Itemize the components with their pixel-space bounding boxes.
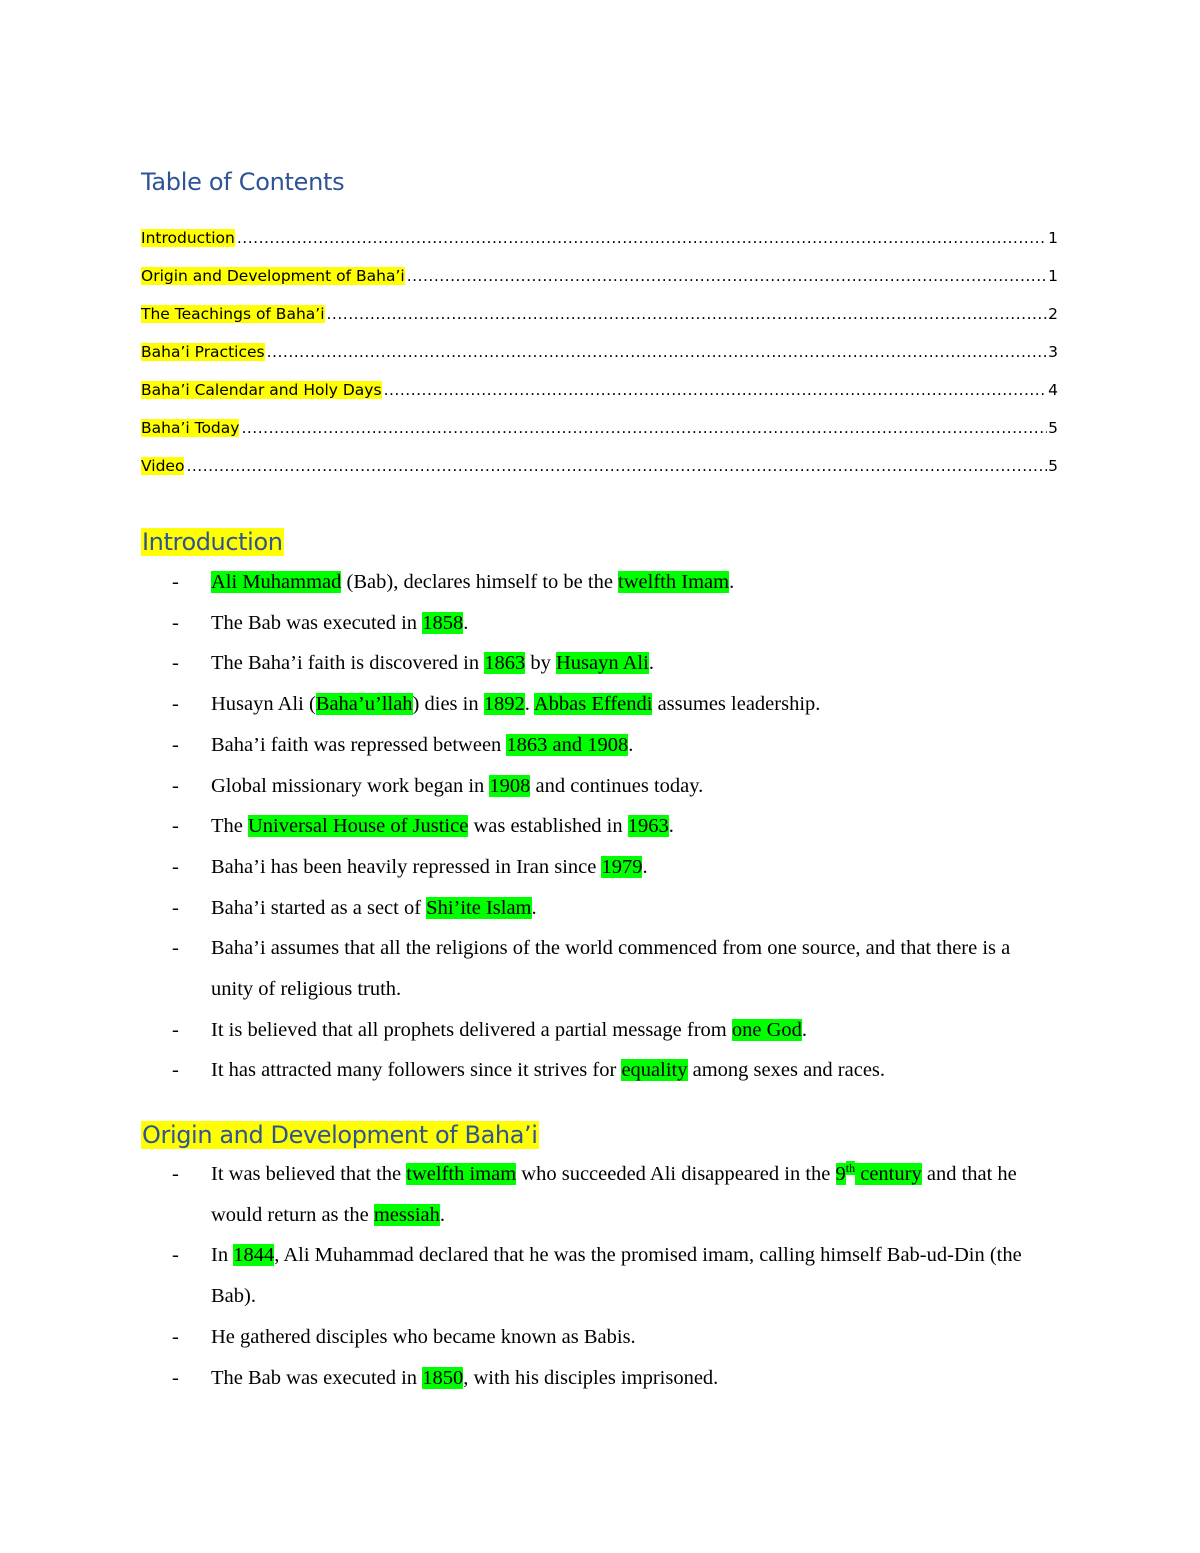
toc-entry-practices[interactable] xyxy=(141,323,1058,361)
highlighted-text: Husayn Ali xyxy=(556,652,649,675)
toc-page-number: 4 xyxy=(1048,381,1058,399)
highlighted-text: 1892 xyxy=(483,693,525,716)
bullet-dash: - xyxy=(172,693,179,716)
bullet-text: . xyxy=(801,1018,808,1041)
bullet-text: He gathered disciples who became known as Babis. xyxy=(211,1325,636,1348)
bullet-text: Global missionary work began in xyxy=(211,774,490,797)
toc-entry-label[interactable]: The Teachings of Baha’i xyxy=(141,305,325,323)
toc-entry-label[interactable]: Video xyxy=(141,457,185,475)
heading-origin xyxy=(141,1121,539,1149)
toc-leader-dots xyxy=(407,267,1047,285)
bullet-item xyxy=(172,603,1052,644)
bullet-item xyxy=(172,684,1052,725)
highlighted-text: th xyxy=(845,1161,856,1175)
bullet-item xyxy=(172,1317,1052,1358)
bullet-dash: - xyxy=(172,896,179,919)
toc-page-number: 3 xyxy=(1048,343,1058,361)
bullet-text: In xyxy=(211,1244,234,1267)
bullet-item xyxy=(172,1358,1052,1399)
bullet-text: The Bab was executed in xyxy=(211,1366,423,1389)
bullet-text: (Bab), declares himself to be the xyxy=(341,571,619,593)
highlighted-text: one God xyxy=(731,1018,802,1041)
bullet-item xyxy=(172,847,1052,888)
bullet-dash: - xyxy=(172,571,179,593)
bullet-item xyxy=(172,725,1052,766)
bullet-dash: - xyxy=(172,733,179,756)
bullet-text: Baha’i has been heavily repressed in Iran since xyxy=(211,855,602,878)
highlighted-text: 1850 xyxy=(422,1366,464,1389)
bullet-text: It was believed that the xyxy=(211,1163,407,1185)
bullet-text: . xyxy=(729,571,735,593)
bullet-dash: - xyxy=(172,1244,179,1267)
bullet-text: It has attracted many followers since it strives for xyxy=(211,1059,622,1082)
bullet-text: . xyxy=(524,693,534,716)
bullet-text: , with his disciples imprisoned. xyxy=(463,1366,719,1389)
toc-leader-dots xyxy=(327,305,1048,323)
highlighted-text: Universal House of Justice xyxy=(248,815,469,838)
bullet-dash: - xyxy=(172,1163,179,1185)
toc-page-number: 1 xyxy=(1048,267,1058,285)
bullet-text: Baha’i faith was repressed between xyxy=(211,733,507,756)
bullet-item xyxy=(172,643,1052,684)
highlighted-text: twelfth imam xyxy=(406,1163,517,1185)
toc-entry-label[interactable]: Baha’i Practices xyxy=(141,343,265,361)
toc-entry-label[interactable]: Introduction xyxy=(141,229,235,247)
highlighted-text: 1963 xyxy=(627,815,669,838)
bullet-text: assumes leadership. xyxy=(652,693,821,716)
bullet-text: . xyxy=(439,1203,445,1226)
highlighted-text: 1858 xyxy=(422,611,464,634)
highlighted-text: 1863 xyxy=(484,652,526,675)
toc-entry-introduction[interactable] xyxy=(141,209,1058,247)
toc-leader-dots xyxy=(241,419,1047,437)
bullet-text: The Baha’i faith is discovered in xyxy=(211,652,485,675)
toc-leader-dots xyxy=(267,343,1047,361)
table-of-contents xyxy=(141,209,1058,475)
bullet-item xyxy=(172,1154,1052,1235)
bullet-dash: - xyxy=(172,815,179,838)
bullet-text: The xyxy=(211,815,248,838)
bullet-text: It is believed that all prophets delivered a partial message from xyxy=(211,1018,732,1041)
toc-title: Table of Contents xyxy=(141,168,345,196)
bullet-item xyxy=(172,1050,1052,1091)
bullet-item xyxy=(172,928,1052,1009)
bullet-text: . xyxy=(668,815,674,838)
bullet-text: The Bab was executed in xyxy=(211,611,423,634)
bullet-text: by xyxy=(525,652,556,675)
toc-entry-video[interactable] xyxy=(141,437,1058,475)
bullet-text: . xyxy=(531,896,537,919)
highlighted-text: equality xyxy=(621,1059,688,1082)
bullet-text: among sexes and races. xyxy=(687,1059,886,1082)
heading-introduction-text: Introduction xyxy=(142,528,283,556)
toc-entry-label[interactable]: Origin and Development of Baha’i xyxy=(141,267,405,285)
bullet-text: , Ali Muhammad declared that he was the promised imam, calling himself Bab-ud-Din (the Bab). xyxy=(211,1244,1022,1308)
bullet-dash: - xyxy=(172,652,179,675)
toc-entry-label[interactable]: Baha’i Calendar and Holy Days xyxy=(141,381,382,399)
toc-page-number: 2 xyxy=(1048,305,1058,323)
bullet-text: . xyxy=(628,733,634,756)
highlighted-text: Shi’ite Islam xyxy=(426,896,532,919)
bullet-dash: - xyxy=(172,1018,179,1041)
introduction-bullet-list xyxy=(172,562,1052,1091)
highlighted-text: 1863 and 1908 xyxy=(506,733,629,756)
bullet-text: who succeeded Ali disappeared in the xyxy=(516,1163,836,1185)
bullet-item xyxy=(172,562,1052,603)
highlighted-text: twelfth Imam xyxy=(618,571,730,593)
bullet-dash: - xyxy=(172,774,179,797)
bullet-text: . xyxy=(642,855,648,878)
bullet-text: and that he would return as the xyxy=(211,1163,1017,1226)
highlighted-text: Ali Muhammad xyxy=(211,571,342,593)
highlighted-text: Abbas Effendi xyxy=(533,693,653,716)
bullet-dash: - xyxy=(172,855,179,878)
toc-leader-dots xyxy=(384,381,1047,399)
bullet-text: . xyxy=(463,611,469,634)
toc-entry-label[interactable]: Baha’i Today xyxy=(141,419,240,437)
highlighted-text: 1979 xyxy=(601,855,643,878)
bullet-item xyxy=(172,1010,1052,1051)
bullet-text: . xyxy=(648,652,654,675)
toc-page-number: 5 xyxy=(1048,457,1058,475)
heading-origin-text: Origin and Development of Baha’i xyxy=(142,1121,538,1149)
bullet-text: and continues today. xyxy=(530,774,704,797)
toc-entry-calendar[interactable] xyxy=(141,361,1058,399)
bullet-item xyxy=(172,1235,1052,1316)
heading-introduction xyxy=(141,528,284,556)
highlighted-text: Baha’u’llah xyxy=(315,693,413,716)
toc-leader-dots xyxy=(186,457,1047,475)
bullet-item xyxy=(172,766,1052,807)
toc-page-number: 5 xyxy=(1048,419,1058,437)
toc-entry-origin[interactable] xyxy=(141,247,1058,285)
bullet-dash: - xyxy=(172,1059,179,1082)
bullet-dash: - xyxy=(172,1366,179,1389)
bullet-text: ) dies in xyxy=(412,693,484,716)
toc-leader-dots xyxy=(237,229,1047,247)
bullet-item xyxy=(172,888,1052,929)
bullet-item xyxy=(172,806,1052,847)
toc-entry-today[interactable] xyxy=(141,399,1058,437)
bullet-text: Husayn Ali ( xyxy=(211,693,316,716)
bullet-text: Baha’i started as a sect of xyxy=(211,896,427,919)
bullet-dash: - xyxy=(172,1325,179,1348)
bullet-text: Baha’i assumes that all the religions of the world commenced from one source, and that there is a unity of religious truth. xyxy=(211,937,1011,1001)
highlighted-text: century xyxy=(855,1163,922,1185)
toc-page-number: 1 xyxy=(1048,229,1058,247)
highlighted-text: messiah xyxy=(373,1203,440,1226)
bullet-dash: - xyxy=(172,611,179,634)
toc-entry-teachings[interactable] xyxy=(141,285,1058,323)
highlighted-text: 1908 xyxy=(489,774,531,797)
highlighted-text: 9 xyxy=(835,1163,846,1185)
bullet-text: was established in xyxy=(468,815,628,838)
highlighted-text: 1844 xyxy=(233,1244,275,1267)
origin-bullet-list xyxy=(172,1154,1052,1398)
bullet-dash: - xyxy=(172,937,179,960)
